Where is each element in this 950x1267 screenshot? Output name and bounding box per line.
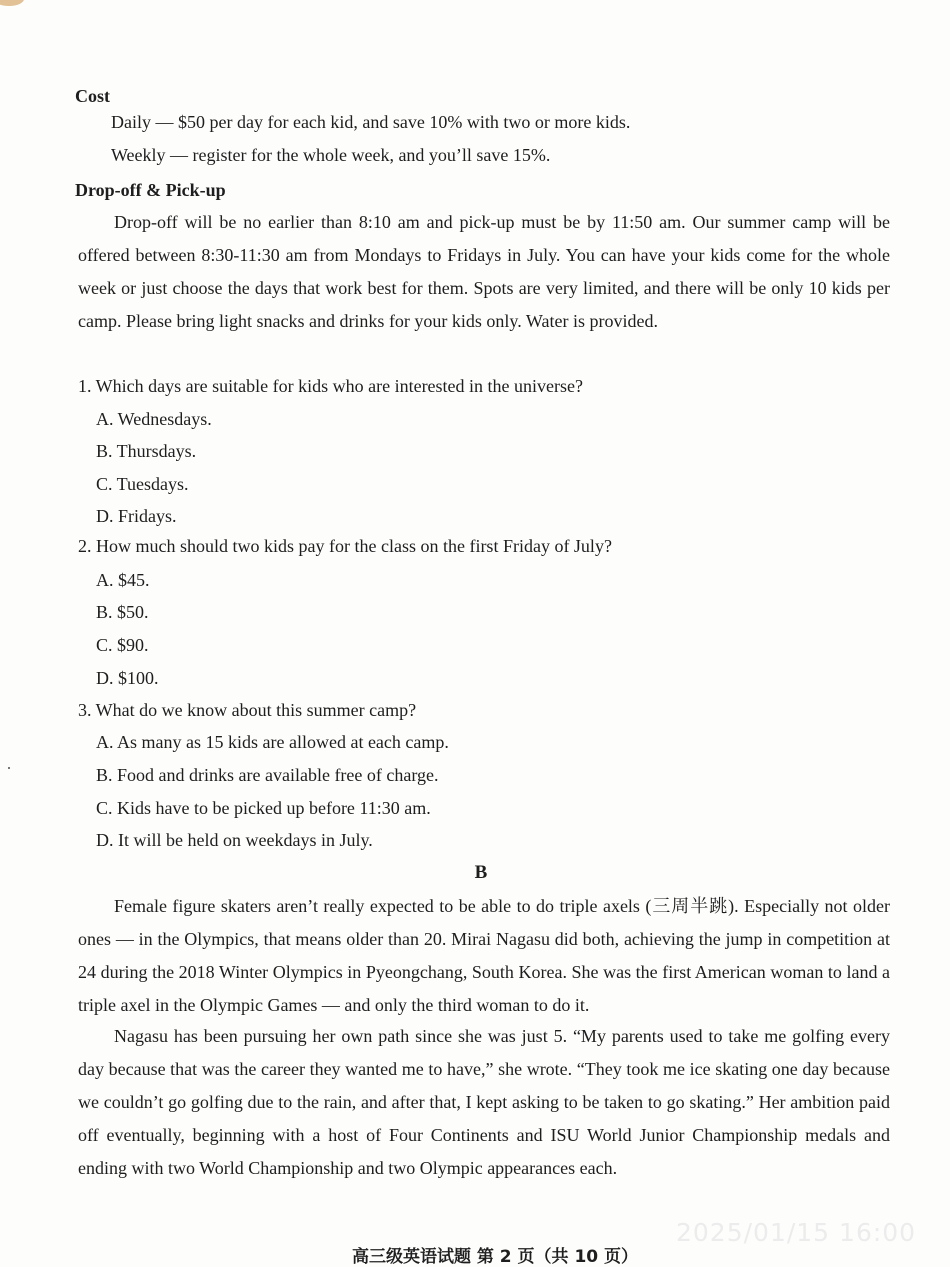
question-3-option-d: D. It will be held on weekdays in July.	[96, 830, 373, 850]
question-1: 1. Which days are suitable for kids who are interested in the universe?	[78, 376, 584, 396]
question-3: 3. What do we know about this summer camp?	[78, 700, 417, 720]
question-1-option-c: C. Tuesdays.	[96, 474, 189, 494]
section-b-paragraph-1	[78, 890, 890, 1022]
section-b-heading: B	[474, 862, 488, 883]
corner-mark	[0, 0, 24, 6]
timestamp-watermark: 2025/01/15 16:00	[676, 1218, 917, 1247]
question-3-option-a: A. As many as 15 kids are allowed at each camp.	[96, 732, 449, 752]
section-b-paragraph-2-text: Nagasu has been pursuing her own path since she was just 5. “My parents used to take me golfing every day because that was the career they wanted me to have,” she wrote. “They took me ice skating one day because we couldn’t go golfing due to the rain, and after that, I kept asking to be taken to go skating.” Her ambition paid off eventually, beginning with a host of Four Continents and ISU World Junior Championship medals and ending with two World Championship and two Olympic appearances each.	[78, 1026, 890, 1178]
question-2-option-d: D. $100.	[96, 668, 159, 688]
question-1-option-a: A. Wednesdays.	[96, 409, 212, 429]
question-2-option-b: B. $50.	[96, 602, 149, 622]
question-1-option-b: B. Thursdays.	[96, 441, 197, 461]
section-b-paragraph-1-text: Female figure skaters aren’t really expected to be able to do triple axels (三周半跳). Especially not older ones — in the Olympics, that means older than 20. Mirai Nagasu did both, achieving the jump in competition at 24 during the 2018 Winter Olympics in Pyeongchang, South Korea. She was the first American woman to land a triple axel in the Olympic Games — and only the third woman to do it.	[78, 896, 890, 1015]
cost-heading: Cost	[75, 86, 110, 106]
section-b-paragraph-2	[78, 1020, 890, 1185]
question-2: 2. How much should two kids pay for the class on the first Friday of July?	[78, 536, 612, 556]
question-3-option-b: B. Food and drinks are available free of charge.	[96, 765, 439, 785]
dropoff-heading: Drop-off & Pick-up	[75, 180, 226, 200]
question-2-option-a: A. $45.	[96, 570, 150, 590]
question-2-option-c: C. $90.	[96, 635, 149, 655]
dropoff-paragraph-text: Drop-off will be no earlier than 8:10 am and pick-up must be by 11:50 am. Our summer camp will be offered between 8:30-11:30 am from Mondays to Fridays in July. You can have your kids come for the whole week or just choose the days that work best for them. Spots are very limited, and there will be only 10 kids per camp. Please bring light snacks and drinks for your kids only. Water is provided.	[78, 212, 890, 331]
cost-daily: Daily — $50 per day for each kid, and save 10% with two or more kids.	[111, 112, 631, 132]
question-3-option-c: C. Kids have to be picked up before 11:30 am.	[96, 798, 431, 818]
question-1-option-d: D. Fridays.	[96, 506, 177, 526]
dropoff-paragraph	[78, 206, 890, 338]
scan-speck	[8, 767, 10, 769]
page-footer: 高三级英语试题 第 2 页（共 10 页）	[351, 1247, 639, 1267]
cost-weekly: Weekly — register for the whole week, and you’ll save 15%.	[111, 145, 551, 165]
